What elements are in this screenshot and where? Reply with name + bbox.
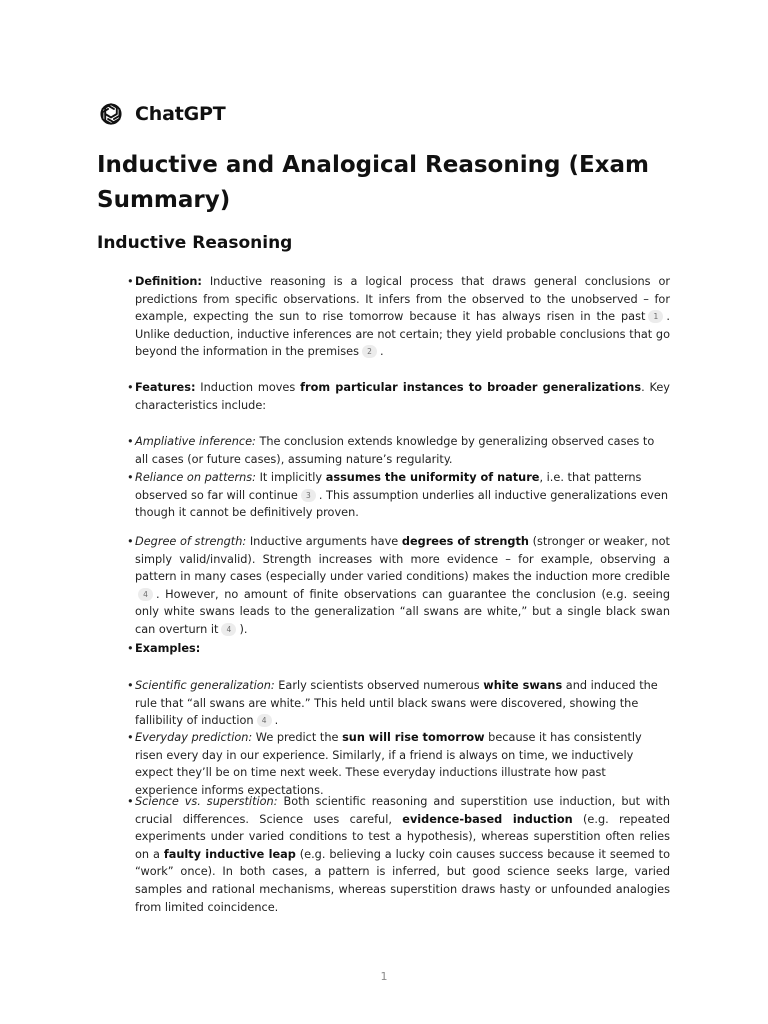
bullet-text: (stronger or weaker, not simply valid/invalid). Strength increases with more evidence – for example, observing a pattern in many cases (especially under varied conditions) makes the induction more credible <box>135 535 670 584</box>
bullet-text: . <box>379 345 384 359</box>
bullet-label: Ampliative inference: <box>135 435 256 448</box>
bullet-emphasis: degrees of strength <box>401 535 529 548</box>
bullet-text: , i.e. that patterns observed so far will continue <box>135 471 642 502</box>
bullet-dot: • <box>127 795 134 808</box>
bullet-label: Examples: <box>135 642 201 655</box>
bullet-text: Inductive reasoning is a logical process that draws general conclusions or predictions from specific observations. It infers from the observed to the unobserved – for example, expecting the sun to rise tomorrow because it has always risen in the past <box>135 275 670 324</box>
bullet-dot: • <box>127 642 134 655</box>
bullet-label: Features: <box>135 381 196 394</box>
bullet-text: . <box>274 714 279 728</box>
bullet-label: Reliance on patterns: <box>135 471 256 484</box>
bullet-label: Everyday prediction: <box>135 731 253 744</box>
bullet-text: Early scientists observed numerous <box>274 679 484 692</box>
bullet-text: and induced the rule that “all swans are white.” This held until black swans were discovered, showing the fallibility of induction <box>135 679 658 728</box>
document-title: Inductive and Analogical Reasoning (Exam Summary) <box>97 152 649 213</box>
citation-badge[interactable]: 3 <box>301 489 316 502</box>
bullet-text: Inductive arguments have <box>246 535 402 548</box>
bullet-degree-of-strength <box>127 533 670 639</box>
bullet-emphasis: evidence-based induction <box>402 812 573 826</box>
bullet-emphasis: from particular instances to broader generalizations <box>300 381 642 394</box>
bullet-label: Degree of strength: <box>135 535 247 548</box>
bullet-features <box>127 379 670 414</box>
bullet-label: Definition: <box>135 275 202 288</box>
bullet-emphasis: assumes the uniformity of nature <box>325 471 540 484</box>
bullet-label: Science vs. superstition: <box>135 795 278 808</box>
bullet-science-vs-superstition <box>127 793 670 916</box>
brand-name: ChatGPT <box>135 103 226 125</box>
openai-logo-icon <box>97 100 125 128</box>
bullet-dot: • <box>127 275 134 288</box>
bullet-dot: • <box>127 381 134 394</box>
bullet-text: . Unlike deduction, inductive inferences are not certain; they yield probable conclusions that go beyond the information in the premises <box>135 310 670 359</box>
bullet-text: Both scientific reasoning and superstition use induction, but with crucial differences. Science uses careful, <box>135 795 670 826</box>
bullet-ampliative <box>127 433 670 468</box>
bullet-text: . This assumption underlies all inductive generalizations even though it cannot be definitively proven. <box>135 488 668 520</box>
citation-badge[interactable]: 4 <box>257 714 272 727</box>
bullet-everyday-prediction <box>127 729 670 799</box>
bullet-dot: • <box>127 679 134 692</box>
bullet-text: Induction moves <box>195 381 301 394</box>
citation-badge[interactable]: 4 <box>138 588 153 601</box>
bullet-dot: • <box>127 535 134 548</box>
page-number: 1 <box>380 970 388 983</box>
bullet-label: Scientific generalization: <box>135 679 275 692</box>
citation-badge[interactable]: 2 <box>362 345 377 358</box>
brand-header <box>97 100 225 128</box>
bullet-emphasis: white swans <box>483 679 563 692</box>
bullet-definition <box>127 273 670 361</box>
bullet-dot: • <box>127 731 134 744</box>
bullet-emphasis: faulty inductive leap <box>163 847 296 861</box>
bullet-text: ). <box>239 622 248 636</box>
bullet-text: We predict the <box>252 731 343 744</box>
bullet-reliance <box>127 469 670 522</box>
bullet-text: because it has consistently risen every day in our experience. Similarly, if a friend is always on time, we inductively expect they’ll be on time next week. These everyday inductions illustrate how past experience informs expectations. <box>135 731 642 797</box>
bullet-text: It implicitly <box>255 471 326 484</box>
bullet-text: . However, no amount of finite observations can guarantee the conclusion (e.g. seeing only white swans leads to the generalization “all swans are white,” but a single black swan can overturn it <box>135 587 670 636</box>
bullet-text: . Key characteristics include: <box>135 381 670 412</box>
bullet-text: The conclusion extends knowledge by generalizing observed cases to all cases (or future cases), assuming nature’s regularity. <box>135 435 655 466</box>
section-heading: Inductive Reasoning <box>97 233 293 253</box>
citation-badge[interactable]: 1 <box>648 310 663 323</box>
bullet-emphasis: sun will rise tomorrow <box>342 731 485 744</box>
bullet-text: (e.g. repeated experiments under varied conditions to test a hypothesis), whereas superstition often relies on a <box>135 812 670 861</box>
bullet-dot: • <box>127 471 134 484</box>
bullet-dot: • <box>127 435 134 448</box>
bullet-examples <box>127 640 670 658</box>
bullet-scientific-generalization <box>127 677 670 730</box>
citation-badge[interactable]: 4 <box>221 623 236 636</box>
bullet-text: (e.g. believing a lucky coin causes success because it seemed to “work” once). In both cases, a pattern is inferred, but good science seeks large, varied samples and rational mechanisms, whereas superstition draws hasty or unfounded analogies from limited coincidence. <box>135 847 670 914</box>
